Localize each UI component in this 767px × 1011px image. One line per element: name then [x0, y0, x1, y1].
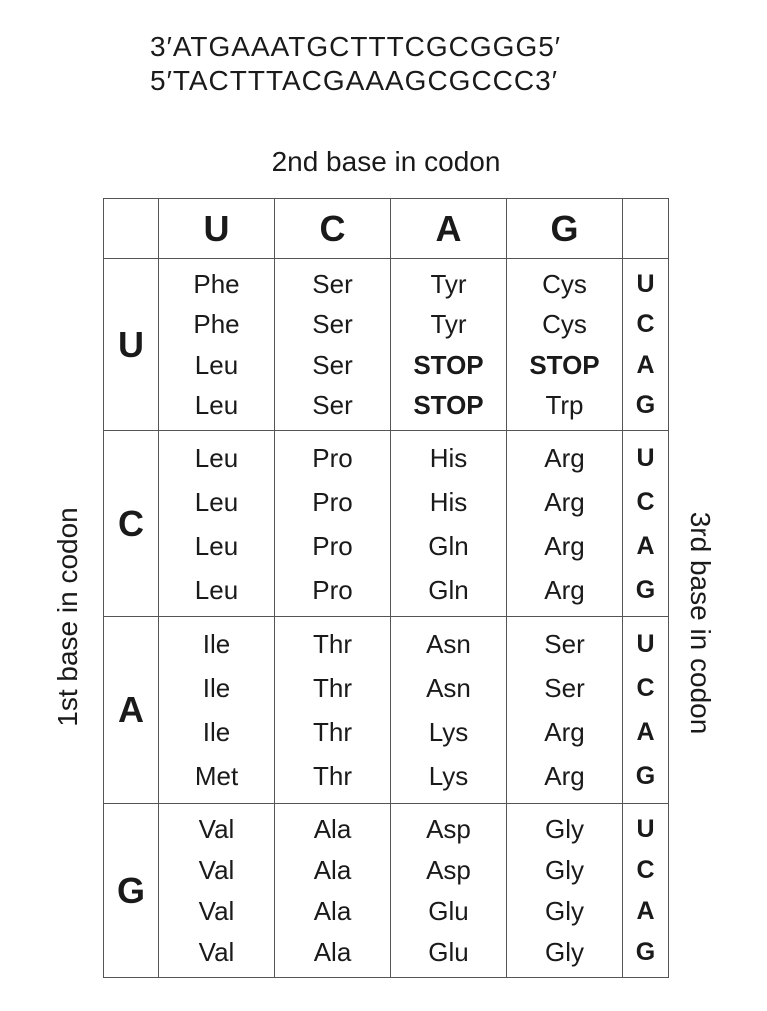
amino-acid-label: Ala: [313, 814, 352, 844]
amino-acid-label: Ser: [312, 268, 353, 299]
codon-cell: [275, 617, 391, 804]
codon-body: [104, 259, 669, 978]
third-base-letter: G: [635, 938, 656, 966]
amino-acid-label: Asp: [426, 814, 471, 844]
codon-cell: [391, 804, 507, 978]
column-header: G: [507, 199, 623, 259]
amino-acid-label: Lys: [428, 761, 469, 792]
amino-acid-label: Thr: [313, 628, 352, 659]
amino-acid-label: Arg: [544, 717, 585, 748]
codon-cell: [159, 431, 275, 617]
codon-cell: [159, 259, 275, 431]
header-corner-right: [623, 199, 669, 259]
amino-acid-label: Ala: [313, 855, 352, 885]
codon-table: [103, 198, 669, 978]
codon-cell: [391, 617, 507, 804]
third-base-letter: A: [636, 718, 655, 747]
amino-acid-label: Phe: [193, 309, 240, 340]
third-base-letter: A: [636, 350, 655, 379]
third-base-letter: G: [635, 391, 656, 420]
codon-cell: [507, 804, 623, 978]
amino-acid-label: His: [429, 486, 468, 517]
amino-acid-label: Leu: [194, 349, 239, 380]
amino-acid-label: Ser: [312, 390, 353, 421]
amino-acid-label: Thr: [313, 717, 352, 748]
third-base-cell: [623, 431, 669, 617]
amino-acid-label: Asn: [426, 628, 471, 659]
first-base-cell: G: [104, 804, 159, 978]
amino-acid-label: Gly: [545, 855, 584, 885]
amino-acid-label: Ser: [312, 309, 353, 340]
amino-acid-label: Ile: [202, 628, 231, 659]
amino-acid-label: Ser: [544, 628, 585, 659]
first-base-cell: A: [104, 617, 159, 804]
amino-acid-label: Phe: [193, 268, 240, 299]
amino-acid-label: Gly: [545, 896, 584, 926]
third-base-label: 3rd base in codon: [685, 511, 716, 735]
amino-acid-label: Glu: [428, 937, 469, 967]
third-base-letter: U: [636, 269, 655, 298]
first-base-label: 1st base in codon: [52, 507, 83, 727]
codon-cell: [391, 259, 507, 431]
amino-acid-label: Pro: [312, 486, 353, 517]
codon-cell: [507, 617, 623, 804]
codon-cell: [275, 804, 391, 978]
amino-acid-label: Thr: [313, 761, 352, 792]
codon-block-row: [104, 804, 669, 978]
amino-acid-label: Ala: [313, 937, 352, 967]
codon-cell: [391, 431, 507, 617]
amino-acid-label: STOP: [413, 349, 484, 380]
dna-strands: [150, 30, 561, 98]
amino-acid-label: Arg: [544, 574, 585, 605]
header-corner: [104, 199, 159, 259]
third-base-letter: C: [636, 856, 655, 884]
amino-acid-label: Arg: [544, 530, 585, 561]
amino-acid-label: Leu: [194, 390, 239, 421]
amino-acid-label: Gln: [428, 574, 469, 605]
amino-acid-label: Glu: [428, 896, 469, 926]
column-header: U: [159, 199, 275, 259]
third-base-letter: C: [636, 673, 655, 702]
amino-acid-label: Asp: [426, 855, 471, 885]
third-base-letter: C: [636, 310, 655, 339]
amino-acid-label: Gly: [545, 814, 584, 844]
amino-acid-label: Gln: [428, 530, 469, 561]
amino-acid-label: Ser: [544, 672, 585, 703]
column-header: A: [391, 199, 507, 259]
amino-acid-label: STOP: [413, 390, 484, 421]
codon-cell: [275, 259, 391, 431]
amino-acid-label: Leu: [194, 574, 239, 605]
amino-acid-label: Pro: [312, 530, 353, 561]
bottom-strand: 5′TACTTTACGAAAGCGCCC3′: [150, 65, 558, 96]
codon-header-row: [104, 199, 669, 259]
codon-cell: [507, 259, 623, 431]
third-base-letter: U: [636, 629, 655, 658]
third-base-cell: [623, 259, 669, 431]
amino-acid-label: Arg: [544, 761, 585, 792]
codon-cell: [275, 431, 391, 617]
amino-acid-label: Tyr: [430, 309, 467, 340]
amino-acid-label: Pro: [312, 442, 353, 473]
amino-acid-label: STOP: [529, 349, 600, 380]
first-base-cell: U: [104, 259, 159, 431]
third-base-cell: [623, 804, 669, 978]
amino-acid-label: Lys: [428, 717, 469, 748]
third-base-letter: G: [635, 575, 656, 604]
amino-acid-label: Cys: [542, 309, 587, 340]
third-base-letter: U: [636, 815, 655, 843]
amino-acid-label: Leu: [194, 442, 239, 473]
amino-acid-label: Ile: [202, 672, 231, 703]
amino-acid-label: Ile: [202, 717, 231, 748]
amino-acid-label: Val: [198, 937, 235, 967]
amino-acid-label: Asn: [426, 672, 471, 703]
amino-acid-label: Leu: [194, 530, 239, 561]
amino-acid-label: Pro: [312, 574, 353, 605]
codon-cell: [159, 804, 275, 978]
amino-acid-label: Met: [194, 761, 239, 792]
third-base-letter: G: [635, 762, 656, 791]
amino-acid-label: Ala: [313, 896, 352, 926]
first-base-cell: C: [104, 431, 159, 617]
second-base-label: 2nd base in codon: [271, 146, 501, 177]
third-base-cell: [623, 617, 669, 804]
amino-acid-label: Cys: [542, 268, 587, 299]
amino-acid-label: Tyr: [430, 268, 467, 299]
codon-cell: [507, 431, 623, 617]
amino-acid-label: Val: [198, 855, 235, 885]
codon-block-row: [104, 259, 669, 431]
amino-acid-label: Val: [198, 814, 235, 844]
amino-acid-label: Trp: [545, 390, 584, 421]
third-base-letter: A: [636, 531, 655, 560]
amino-acid-label: Val: [198, 896, 235, 926]
third-base-letter: A: [636, 897, 655, 925]
third-base-letter: C: [636, 487, 655, 516]
amino-acid-label: Arg: [544, 486, 585, 517]
column-header: C: [275, 199, 391, 259]
amino-acid-label: Gly: [545, 937, 584, 967]
codon-cell: [159, 617, 275, 804]
top-strand: 3′ATGAAATGCTTTCGCGGG5′: [150, 31, 562, 62]
codon-block-row: [104, 431, 669, 617]
amino-acid-label: His: [429, 442, 468, 473]
amino-acid-label: Leu: [194, 486, 239, 517]
amino-acid-label: Ser: [312, 349, 353, 380]
amino-acid-label: Thr: [313, 672, 352, 703]
amino-acid-label: Arg: [544, 442, 585, 473]
third-base-letter: U: [636, 443, 655, 472]
codon-block-row: [104, 617, 669, 804]
